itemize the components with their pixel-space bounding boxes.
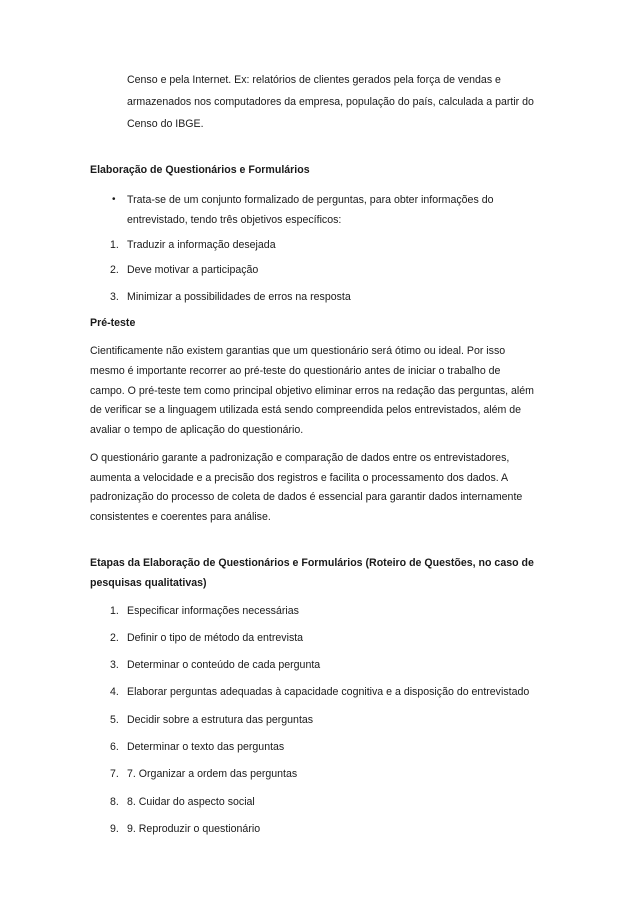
list-item-number: 7. [110, 768, 119, 780]
list-item-number: 5. [110, 714, 119, 726]
list-item-text: Traduzir a informação desejada [127, 239, 276, 251]
list-item-text: Minimizar a possibilidades de erros na resposta [127, 291, 351, 303]
list-item-text: Determinar o conteúdo de cada pergunta [127, 659, 321, 671]
bullet-line-1: Trata-se de um conjunto formalizado de perguntas, para obter informações do [127, 194, 494, 206]
list-item-number: 4. [110, 686, 119, 698]
paragraph-line: mesmo é importante recorrer ao pré-teste do questionário antes de iniciar o trabalho de [90, 365, 501, 377]
intro-line-2: armazenados nos computadores da empresa, população do país, calculada a partir do [127, 96, 534, 108]
section-heading-etapas-cont: pesquisas qualitativas) [90, 577, 207, 589]
paragraph-line: avaliar o tempo de aplicação do questionário. [90, 424, 304, 436]
section-heading-questionarios: Elaboração de Questionários e Formulários [90, 164, 310, 176]
section-heading-pre-teste: Pré-teste [90, 317, 136, 329]
list-item-number: 3. [110, 659, 119, 671]
paragraph-line: O questionário garante a padronização e comparação de dados entre os entrevistadores, [90, 452, 510, 464]
list-item-number: 2. [110, 632, 119, 644]
list-item-number: 2. [110, 264, 119, 276]
list-item-text: 8. Cuidar do aspecto social [127, 796, 255, 808]
paragraph-line: de verificar se a linguagem utilizada está sendo compreendida pelos entrevistados, além de [90, 404, 522, 416]
section-heading-etapas: Etapas da Elaboração de Questionários e Formulários (Roteiro de Questões, no caso de [90, 557, 534, 569]
list-item-text: 7. Organizar a ordem das perguntas [127, 768, 298, 780]
bullet-icon: • [112, 194, 116, 205]
intro-line-1: Censo e pela Internet. Ex: relatórios de clientes gerados pela força de vendas e [127, 74, 501, 86]
paragraph-line: consistentes e coerentes para análise. [90, 511, 271, 523]
list-item-text: Determinar o texto das perguntas [127, 741, 285, 753]
list-item-number: 8. [110, 796, 119, 808]
list-item-text: Deve motivar a participação [127, 264, 259, 276]
list-item-number: 9. [110, 823, 119, 835]
bullet-line-2: entrevistado, tendo três objetivos específicos: [127, 214, 342, 226]
paragraph-line: Cientificamente não existem garantias que um questionário será ótimo ou ideal. Por isso [90, 345, 506, 357]
intro-line-3: Censo do IBGE. [127, 118, 204, 130]
paragraph-line: aumenta a velocidade e a precisão dos registros e facilita o processamento dos dados. A [90, 472, 509, 484]
list-item-text: Elaborar perguntas adequadas à capacidade cognitiva e a disposição do entrevistado [127, 686, 530, 698]
list-item-text: Definir o tipo de método da entrevista [127, 632, 304, 644]
paragraph-line: padronização do processo de coleta de dados é essencial para garantir dados internamente [90, 491, 523, 503]
list-item-number: 6. [110, 741, 119, 753]
list-item-text: 9. Reproduzir o questionário [127, 823, 261, 835]
list-item-number: 3. [110, 291, 119, 303]
list-item-text: Decidir sobre a estrutura das perguntas [127, 714, 314, 726]
list-item-number: 1. [110, 239, 119, 251]
list-item-text: Especificar informações necessárias [127, 605, 299, 617]
paragraph-line: campo. O pré-teste tem como principal objetivo eliminar erros na redação das perguntas, além [90, 385, 534, 397]
list-item-number: 1. [110, 605, 119, 617]
